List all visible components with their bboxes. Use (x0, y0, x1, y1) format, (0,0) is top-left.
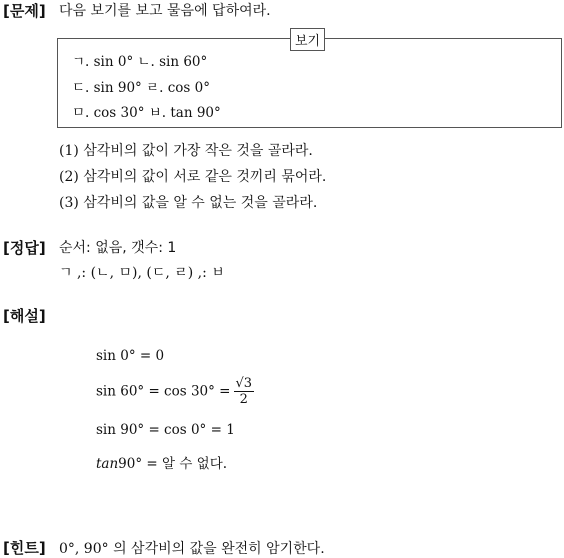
answer-line-2: ㄱ ,: (ㄴ, ㅁ), (ㄷ, ㄹ) ,: ㅂ (59, 265, 225, 281)
explanation-eq-2-left: sin 60° = cos 30° = (96, 383, 231, 400)
explanation-eq-4-rest: 90° = 알 수 없다. (118, 456, 228, 472)
answer-tag: [정답] (3, 239, 46, 257)
fraction-numerator: √3 (235, 376, 253, 391)
explanation-eq-3: sin 90° = cos 0° = 1 (96, 422, 235, 438)
explanation-tag: [해설] (3, 307, 46, 325)
fraction-denominator: 2 (239, 392, 248, 407)
explanation-eq-1: sin 0° = 0 (96, 348, 165, 364)
answer-line-1: 순서: 없음, 갯수: 1 (59, 240, 177, 256)
explanation-eq-4-tan: tan (96, 456, 119, 472)
hint-tag: [힌트] (3, 539, 46, 557)
explanation-eq-2 (96, 376, 254, 407)
question-2: (2) 삼각비의 값이 서로 같은 것끼리 묶어라. (59, 169, 327, 185)
problem-instruction: 다음 보기를 보고 물음에 답하여라. (59, 3, 271, 19)
problem-tag: [문제] (3, 2, 46, 20)
explanation-eq-4 (96, 452, 227, 472)
bogi-row-3: ㅁ. cos 30° ㅂ. tan 90° (72, 105, 221, 121)
bogi-row-2: ㄷ. sin 90° ㄹ. cos 0° (72, 80, 210, 96)
bogi-row-1: ㄱ. sin 0° ㄴ. sin 60° (72, 54, 208, 70)
bogi-title: 보기 (290, 28, 325, 51)
fraction (234, 376, 255, 407)
question-1: (1) 삼각비의 값이 가장 작은 것을 골라라. (59, 143, 313, 159)
question-3: (3) 삼각비의 값을 알 수 없는 것을 골라라. (59, 195, 318, 211)
hint-text: 0°, 90° 의 삼각비의 값을 완전히 암기한다. (59, 541, 325, 557)
